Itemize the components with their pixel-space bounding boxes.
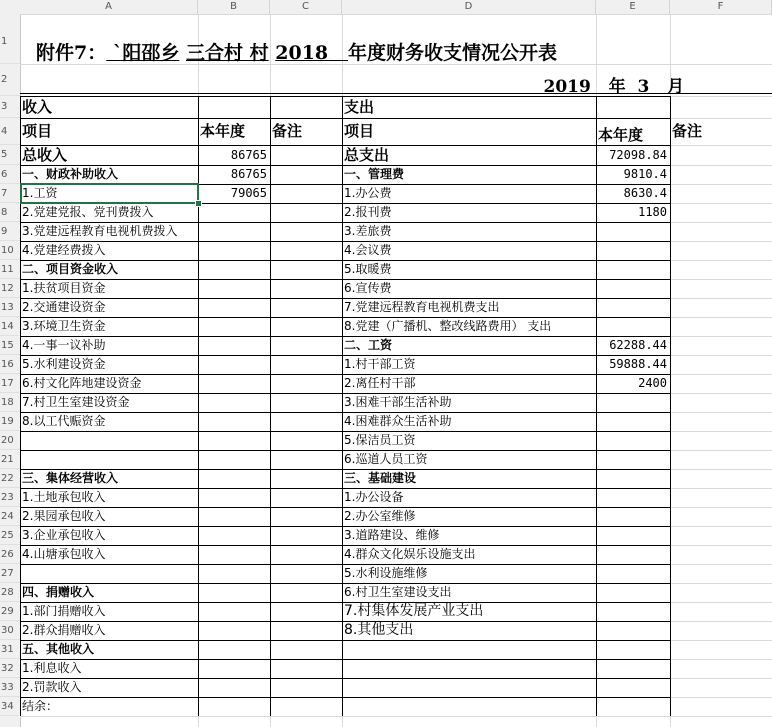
expense-note-cell[interactable] — [670, 317, 772, 336]
income-note-cell[interactable] — [270, 488, 342, 507]
income-item-cell[interactable]: 5.水利建设资金 — [22, 357, 106, 371]
date-year-unit: 年 — [608, 77, 626, 97]
expense-amount-cell[interactable] — [596, 564, 670, 583]
column-header-b[interactable]: B — [198, 0, 270, 14]
date-year: 2019 — [543, 77, 591, 97]
income-item-cell[interactable]: 4.山塘承包收入 — [22, 547, 106, 561]
expense-item-cell[interactable]: 2.办公室维修 — [344, 509, 416, 523]
column-header-f[interactable]: F — [670, 0, 772, 14]
expense-amount-cell[interactable] — [596, 659, 670, 678]
expense-amount-cell[interactable] — [596, 241, 670, 260]
expense-note-cell[interactable] — [670, 165, 772, 184]
title-prefix: 附件7： — [36, 42, 107, 64]
income-note-cell[interactable] — [270, 260, 342, 279]
expense-amount-cell[interactable] — [596, 678, 670, 697]
row-header-16[interactable]: 16 — [0, 355, 20, 374]
income-note-cell[interactable] — [270, 640, 342, 659]
expense-amount-cell[interactable] — [596, 298, 670, 317]
income-amount-cell[interactable] — [198, 602, 270, 621]
expense-amount-cell[interactable] — [596, 640, 670, 659]
income-amount-cell[interactable] — [198, 431, 270, 450]
row-header-20[interactable]: 20 — [0, 431, 20, 450]
row-header-6[interactable]: 6 — [0, 165, 20, 184]
expense-item-cell[interactable]: 二、工资 — [344, 338, 393, 352]
income-item-cell[interactable]: 1.利息收入 — [22, 661, 82, 675]
expense-item-cell[interactable]: 6.宣传费 — [344, 281, 392, 295]
expense-note-cell[interactable] — [670, 393, 772, 412]
income-amount-cell[interactable] — [198, 317, 270, 336]
income-note-cell[interactable] — [270, 678, 342, 697]
row-header-3[interactable]: 3 — [0, 96, 20, 118]
row-header-8[interactable]: 8 — [0, 203, 20, 222]
income-note-cell[interactable] — [270, 431, 342, 450]
income-item-cell[interactable]: 2.果园承包收入 — [22, 509, 106, 523]
expense-note-cell[interactable] — [670, 583, 772, 602]
income-item-cell[interactable]: 总收入 — [22, 146, 68, 164]
income-note-cell[interactable] — [270, 393, 342, 412]
expense-item-cell[interactable] — [342, 697, 596, 716]
income-item-cell[interactable]: 2.群众捐赠收入 — [22, 623, 106, 637]
expense-item-cell[interactable]: 3.差旅费 — [344, 224, 392, 238]
income-amount-cell[interactable] — [198, 355, 270, 374]
expense-note-cell[interactable] — [670, 602, 772, 621]
gridline-row — [20, 716, 772, 717]
income-item-cell[interactable]: 4.党建经费拨入 — [22, 243, 106, 257]
income-item-cell[interactable]: 1.土地承包收入 — [22, 490, 106, 504]
income-note-cell[interactable] — [270, 184, 342, 203]
row-header-34[interactable]: 34 — [0, 697, 20, 716]
row-header-31[interactable]: 31 — [0, 640, 20, 659]
expense-item-cell[interactable]: 6.巡道人员工资 — [344, 452, 428, 466]
income-item-cell[interactable] — [20, 450, 198, 469]
expense-item-cell[interactable]: 三、基础建设 — [344, 471, 417, 485]
expense-amount-cell[interactable] — [596, 222, 670, 241]
income-note-cell[interactable] — [270, 526, 342, 545]
income-note-cell[interactable] — [270, 659, 342, 678]
row-header-4[interactable]: 4 — [0, 118, 20, 145]
expense-item-cell[interactable]: 2.报刊费 — [344, 205, 392, 219]
income-col-note[interactable]: 备注 — [272, 122, 303, 140]
row-header-22[interactable]: 22 — [0, 469, 20, 488]
row-header-29[interactable]: 29 — [0, 602, 20, 621]
expense-amount-cell[interactable] — [596, 317, 670, 336]
expense-note-cell[interactable] — [670, 260, 772, 279]
expense-note-cell[interactable] — [670, 621, 772, 640]
expense-item-cell[interactable]: 3.困难干部生活补助 — [344, 395, 452, 409]
expense-item-cell[interactable]: 1.办公费 — [344, 186, 392, 200]
expense-item-cell[interactable]: 7.村集体发展产业支出 — [344, 603, 484, 619]
expense-amount-cell[interactable] — [596, 279, 670, 298]
income-amount-cell[interactable] — [198, 526, 270, 545]
income-note-cell[interactable] — [270, 564, 342, 583]
income-note-cell[interactable] — [270, 165, 342, 184]
income-note-cell[interactable] — [270, 697, 342, 716]
active-cell-selection[interactable] — [20, 183, 199, 204]
expense-item-cell[interactable]: 4.困难群众生活补助 — [344, 414, 452, 428]
income-amount-cell[interactable]: 86765 — [230, 148, 267, 162]
title-town: 阳邵乡 — [122, 42, 180, 64]
expense-amount-cell[interactable] — [596, 393, 670, 412]
income-note-cell[interactable] — [270, 317, 342, 336]
expense-item-cell[interactable]: 5.取暖费 — [344, 262, 392, 276]
income-amount-cell[interactable] — [198, 469, 270, 488]
income-note-cell[interactable] — [270, 336, 342, 355]
expense-amount-cell[interactable] — [596, 545, 670, 564]
expense-item-cell[interactable]: 4.群众文化娱乐设施支出 — [344, 547, 476, 561]
income-item-cell[interactable]: 3.党建远程教育电视机费拨入 — [22, 224, 178, 238]
income-note-cell[interactable] — [270, 241, 342, 260]
title-blank1: ` — [106, 42, 123, 64]
income-amount-cell[interactable]: 86765 — [230, 167, 267, 181]
income-item-cell[interactable]: 3.环境卫生资金 — [22, 319, 106, 333]
row-header-19[interactable]: 19 — [0, 412, 20, 431]
income-amount-cell[interactable] — [198, 222, 270, 241]
expense-item-cell[interactable]: 1.村干部工资 — [344, 357, 416, 371]
income-note-cell[interactable] — [270, 507, 342, 526]
income-item-cell[interactable]: 2.罚款收入 — [22, 680, 82, 694]
row-header-30[interactable]: 30 — [0, 621, 20, 640]
income-note-cell[interactable] — [270, 450, 342, 469]
income-amount-cell[interactable] — [198, 678, 270, 697]
income-col-amount[interactable]: 本年度 — [200, 122, 246, 140]
column-header-d[interactable]: D — [342, 0, 596, 14]
income-note-cell[interactable] — [270, 545, 342, 564]
expense-amount-cell[interactable]: 62288.44 — [609, 338, 667, 352]
income-amount-cell[interactable] — [198, 583, 270, 602]
row-header-25[interactable]: 25 — [0, 526, 20, 545]
income-amount-cell[interactable] — [198, 374, 270, 393]
fill-handle[interactable] — [195, 200, 202, 207]
row-header-1[interactable]: 1 — [0, 14, 20, 64]
income-amount-cell[interactable] — [198, 640, 270, 659]
sheet-title — [36, 38, 557, 65]
column-header-c[interactable]: C — [270, 0, 342, 14]
expense-note-cell[interactable] — [670, 203, 772, 222]
income-note-cell[interactable] — [270, 298, 342, 317]
income-amount-cell[interactable] — [198, 393, 270, 412]
income-amount-cell[interactable]: 79065 — [230, 186, 267, 200]
income-item-cell[interactable]: 2.交通建设资金 — [22, 300, 106, 314]
expense-note-cell[interactable] — [670, 374, 772, 393]
expense-item-cell[interactable]: 8.党建（广播机、整改线路费用） 支出 — [344, 319, 552, 333]
row-header-33[interactable]: 33 — [0, 678, 20, 697]
expense-note-cell[interactable] — [670, 145, 772, 165]
expense-amount-cell[interactable] — [596, 431, 670, 450]
expense-amount-cell[interactable] — [596, 260, 670, 279]
row-header-5[interactable]: 5 — [0, 145, 20, 165]
expense-note-cell[interactable] — [670, 697, 772, 716]
expense-note-cell[interactable] — [670, 450, 772, 469]
row-header-7[interactable]: 7 — [0, 184, 20, 203]
expense-amount-cell[interactable] — [596, 526, 670, 545]
expense-item-cell[interactable]: 1.办公设备 — [344, 490, 404, 504]
expense-amount-cell[interactable] — [596, 488, 670, 507]
income-note-cell[interactable] — [270, 621, 342, 640]
income-amount-cell[interactable] — [198, 412, 270, 431]
income-item-cell[interactable]: 1.扶贫项目资金 — [22, 281, 106, 295]
expense-note-cell[interactable] — [670, 336, 772, 355]
expense-item-cell[interactable]: 7.党建远程教育电视机费支出 — [344, 300, 500, 314]
income-amount-cell[interactable] — [198, 336, 270, 355]
expense-note-cell[interactable] — [670, 298, 772, 317]
income-note-cell[interactable] — [270, 412, 342, 431]
income-note-cell[interactable] — [270, 355, 342, 374]
income-note-cell[interactable] — [270, 583, 342, 602]
row-header-13[interactable]: 13 — [0, 298, 20, 317]
title-blank2: 村 — [243, 42, 269, 64]
expense-note-cell[interactable] — [670, 412, 772, 431]
expense-item-cell[interactable]: 6.村卫生室建设支出 — [344, 585, 452, 599]
income-amount-cell[interactable] — [198, 203, 270, 222]
income-item-cell[interactable]: 1.部门捐赠收入 — [22, 604, 106, 618]
expense-item-cell[interactable]: 4.会议费 — [344, 243, 392, 257]
expense-amount-cell[interactable]: 8630.4 — [623, 186, 667, 200]
income-amount-cell[interactable] — [198, 450, 270, 469]
expense-item-cell[interactable]: 总支出 — [344, 146, 390, 164]
income-item-cell[interactable]: 2.党建党报、党刊费拨入 — [22, 205, 154, 219]
expense-item-cell[interactable]: 8.其他支出 — [344, 622, 414, 638]
income-item-cell[interactable]: 一、财政补助收入 — [22, 167, 119, 181]
expense-note-cell[interactable] — [670, 640, 772, 659]
expense-item-cell[interactable] — [342, 678, 596, 697]
row-header-15[interactable]: 15 — [0, 336, 20, 355]
expense-amount-cell[interactable]: 59888.44 — [609, 357, 667, 371]
row-header-23[interactable]: 23 — [0, 488, 20, 507]
row-header-21[interactable]: 21 — [0, 450, 20, 469]
expense-note-cell[interactable] — [670, 469, 772, 488]
expense-item-cell[interactable]: 5.水利设施维修 — [344, 566, 428, 580]
expense-amount-cell[interactable]: 9810.4 — [623, 167, 667, 181]
expense-amount-cell[interactable] — [596, 602, 670, 621]
expense-amount-cell[interactable] — [596, 697, 670, 716]
row-header-28[interactable]: 28 — [0, 583, 20, 602]
income-amount-cell[interactable] — [198, 260, 270, 279]
income-note-cell[interactable] — [270, 222, 342, 241]
income-note-cell[interactable] — [270, 203, 342, 222]
income-item-cell[interactable]: 1.工资 — [22, 186, 58, 200]
expense-note-cell[interactable] — [670, 431, 772, 450]
income-amount-cell[interactable] — [198, 279, 270, 298]
row-header-18[interactable]: 18 — [0, 393, 20, 412]
income-note-cell[interactable] — [270, 602, 342, 621]
income-item-cell[interactable]: 6.村文化阵地建设资金 — [22, 376, 142, 390]
income-item-cell[interactable]: 8.以工代赈资金 — [22, 414, 106, 428]
expense-note-cell[interactable] — [670, 355, 772, 374]
expense-amount-cell[interactable] — [596, 621, 670, 640]
income-col-item[interactable]: 项目 — [22, 122, 53, 140]
column-header-a[interactable]: A — [20, 0, 198, 14]
income-amount-cell[interactable] — [198, 621, 270, 640]
row-header-17[interactable]: 17 — [0, 374, 20, 393]
income-amount-cell[interactable] — [198, 298, 270, 317]
row-header-10[interactable]: 10 — [0, 241, 20, 260]
title-village: 三合村 — [186, 42, 244, 64]
row-header-32[interactable]: 32 — [0, 659, 20, 678]
income-item-cell[interactable]: 四、捐赠收入 — [22, 585, 95, 599]
row-header-24[interactable]: 24 — [0, 507, 20, 526]
expense-note-cell[interactable] — [670, 526, 772, 545]
income-note-cell[interactable] — [270, 145, 342, 165]
expense-item-cell[interactable]: 一、管理费 — [344, 167, 405, 181]
title-year: 2018 — [275, 42, 329, 64]
expense-amount-cell[interactable] — [596, 450, 670, 469]
income-item-cell[interactable]: 结余： — [22, 699, 59, 713]
row-header-27[interactable]: 27 — [0, 564, 20, 583]
income-note-cell[interactable] — [270, 279, 342, 298]
income-amount-cell[interactable] — [198, 564, 270, 583]
expense-amount-cell[interactable]: 72098.84 — [609, 148, 667, 162]
expense-amount-cell[interactable] — [596, 469, 670, 488]
expense-note-cell[interactable] — [670, 507, 772, 526]
expense-col-note[interactable]: 备注 — [672, 122, 703, 140]
expense-col-item[interactable]: 项目 — [344, 122, 375, 140]
date-month-unit: 月 — [667, 77, 685, 97]
gridline-row — [20, 14, 772, 15]
income-amount-cell[interactable] — [198, 241, 270, 260]
income-amount-cell[interactable] — [198, 507, 270, 526]
expense-amount-cell[interactable] — [596, 412, 670, 431]
expense-col-amount[interactable]: 本年度 — [598, 126, 644, 144]
income-item-cell[interactable]: 3.企业承包收入 — [22, 528, 106, 542]
row-header-26[interactable]: 26 — [0, 545, 20, 564]
row-header-11[interactable]: 11 — [0, 260, 20, 279]
income-item-cell[interactable]: 三、集体经营收入 — [22, 471, 119, 485]
date-month: 3 — [637, 77, 650, 97]
report-date — [508, 72, 684, 97]
column-header-e[interactable]: E — [596, 0, 670, 14]
row-header-9[interactable]: 9 — [0, 222, 20, 241]
expense-note-cell[interactable] — [670, 545, 772, 564]
expense-item-cell[interactable] — [342, 659, 596, 678]
expense-note-cell[interactable] — [670, 488, 772, 507]
row-header-2[interactable]: 2 — [0, 64, 20, 96]
expense-note-cell[interactable] — [670, 184, 772, 203]
expense-note-cell[interactable] — [670, 564, 772, 583]
income-note-cell[interactable] — [270, 374, 342, 393]
expense-amount-cell[interactable]: 2400 — [638, 376, 667, 390]
title-suffix: 年度财务收支情况公开表 — [348, 42, 558, 64]
expense-note-cell[interactable] — [670, 241, 772, 260]
income-amount-cell[interactable] — [198, 488, 270, 507]
income-item-cell[interactable] — [20, 431, 198, 450]
expense-note-cell[interactable] — [670, 659, 772, 678]
row-header-14[interactable]: 14 — [0, 317, 20, 336]
income-amount-cell[interactable] — [198, 545, 270, 564]
income-item-cell[interactable] — [20, 564, 198, 583]
expense-amount-cell[interactable]: 1180 — [638, 205, 667, 219]
income-note-cell[interactable] — [270, 469, 342, 488]
expense-item-cell[interactable]: 5.保洁员工资 — [344, 433, 416, 447]
income-item-cell[interactable]: 7.村卫生室建设资金 — [22, 395, 130, 409]
expense-item-cell[interactable]: 2.离任村干部 — [344, 376, 416, 390]
expense-section-label[interactable]: 支出 — [344, 98, 375, 116]
income-amount-cell[interactable] — [198, 697, 270, 716]
row-header-12[interactable]: 12 — [0, 279, 20, 298]
expense-note-cell[interactable] — [670, 222, 772, 241]
income-amount-cell[interactable] — [198, 659, 270, 678]
income-item-cell[interactable]: 二、项目资金收入 — [22, 262, 119, 276]
expense-amount-cell[interactable] — [596, 583, 670, 602]
income-section-label[interactable]: 收入 — [22, 98, 53, 116]
expense-item-cell[interactable]: 3.道路建设、维修 — [344, 528, 440, 542]
expense-note-cell[interactable] — [670, 678, 772, 697]
income-item-cell[interactable]: 五、其他收入 — [22, 642, 95, 656]
income-item-cell[interactable]: 4.一事一议补助 — [22, 338, 106, 352]
expense-amount-cell[interactable] — [596, 507, 670, 526]
expense-note-cell[interactable] — [670, 279, 772, 298]
expense-item-cell[interactable] — [342, 640, 596, 659]
